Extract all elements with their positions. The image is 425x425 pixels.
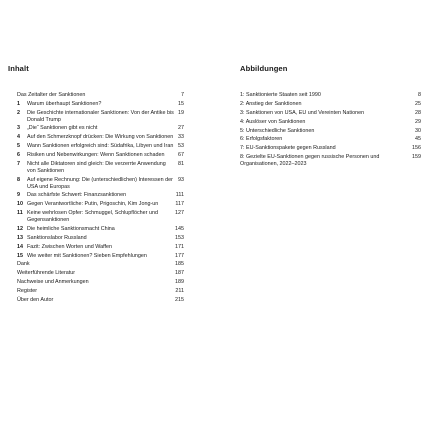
chapter-number: 13 [17, 234, 23, 241]
page-number: 28 [415, 109, 421, 116]
chapter-title: Die Geschichte internationaler Sanktionen: Von der Antike bis Donald Trump [27, 109, 174, 123]
toc-entry [17, 270, 184, 277]
chapter-number: 2 [17, 109, 20, 116]
chapter-title: Weiterführende Literatur [17, 270, 76, 277]
page-number: 8 [418, 92, 421, 98]
toc-entry [17, 297, 184, 304]
toc-entry [17, 288, 184, 295]
toc-entry [17, 101, 184, 108]
chapter-number: 10 [17, 201, 23, 208]
chapter-number: 4 [17, 134, 20, 141]
page-number: 29 [415, 118, 421, 125]
page-number: 156 [412, 145, 421, 152]
chapter-number: 3 [17, 125, 20, 132]
figure-title: 1: Sanktionierte Staaten seit 1990 [240, 92, 321, 98]
chapter-number: 14 [17, 243, 23, 250]
figures-heading: Abbildungen [240, 64, 288, 73]
chapter-title: Keine wehrlosen Opfer: Schmuggel, Schlupflöcher und Gegensanktionen [27, 210, 158, 223]
toc-entry [17, 261, 184, 268]
list-of-figures [240, 92, 421, 170]
figure-entry [240, 101, 421, 108]
table-of-contents [17, 92, 184, 306]
figure-title: 8: Gezielte EU-Sanktionen gegen russische Personen und Organisationen, 2022–2023 [240, 154, 380, 168]
page-number: 93 [178, 176, 184, 183]
page-number: 19 [178, 109, 184, 116]
chapter-title: Gegen Verantwortliche: Putin, Prigoschin, Kim Jong-un [27, 201, 159, 208]
page-number: 159 [412, 154, 421, 161]
toc-entry [17, 92, 184, 99]
page-number: 177 [175, 252, 184, 259]
chapter-title: Nicht alle Diktatoren sind gleich: Die verzerrte Anwendung von Sanktionen [27, 161, 166, 174]
toc-entry [17, 244, 184, 251]
figure-title: 6: Erfolgsfaktoren [240, 136, 283, 143]
figure-title: 4: Auslöser von Sanktionen [240, 118, 306, 125]
chapter-title: Fazit: Zwischen Worten und Waffen [27, 243, 112, 250]
toc-entry [17, 152, 184, 159]
toc-heading: Inhalt [8, 64, 29, 73]
page-number: 127 [175, 210, 184, 217]
page-number: 171 [175, 243, 184, 250]
figure-title: 7: EU-Sanktionspakete gegen Russland [240, 145, 336, 152]
page-number: 25 [415, 100, 421, 107]
toc-entry [17, 210, 184, 224]
chapter-title: Über den Autor [17, 297, 54, 303]
figure-entry [240, 119, 421, 126]
toc-entry [17, 235, 184, 242]
chapter-title: Sanktionslabor Russland [27, 234, 87, 241]
chapter-number: 6 [17, 152, 20, 159]
toc-entry [17, 279, 184, 286]
figure-entry [240, 110, 421, 117]
chapter-title: Wann Sanktionen erfolgreich sind: Südafrika, Libyen und Iran [27, 143, 174, 150]
page-number: 153 [175, 234, 184, 241]
chapter-title: Die heimliche Sanktionsmacht China [27, 225, 115, 232]
toc-entry [17, 201, 184, 208]
chapter-number: 8 [17, 176, 20, 183]
figure-title: 3: Sanktionen von USA, EU und Vereinten Nationen [240, 109, 365, 116]
chapter-number: 5 [17, 143, 20, 150]
chapter-title: Wie weiter mit Sanktionen? Sieben Empfehlungen [27, 252, 147, 259]
chapter-number: 7 [17, 161, 20, 168]
toc-entry [17, 161, 184, 175]
chapter-title: „Die“ Sanktionen gibt es nicht [27, 125, 98, 132]
figure-title: 5: Unterschiedliche Sanktionen [240, 127, 315, 134]
figure-entry [240, 92, 421, 99]
page-number: 67 [178, 152, 184, 159]
chapter-title: Auf eigene Rechnung: Die (unterschiedlichen) Interessen der USA und Europas [27, 176, 173, 190]
page-number: 15 [178, 100, 184, 107]
page-number: 187 [175, 270, 184, 277]
toc-entry [17, 125, 184, 132]
chapter-title: Das Zeitalter der Sanktionen [17, 92, 86, 98]
toc-entry [17, 134, 184, 141]
chapter-title: Dank [17, 261, 30, 268]
page-number: 145 [175, 225, 184, 232]
page-number: 111 [175, 192, 184, 199]
chapter-number: 15 [17, 252, 23, 259]
chapter-title: Warum überhaupt Sanktionen? [27, 100, 102, 107]
toc-entry [17, 226, 184, 233]
chapter-title: Nachweise und Anmerkungen [17, 279, 89, 286]
page-number: 81 [178, 161, 184, 168]
page-number: 30 [415, 127, 421, 134]
toc-entry [17, 192, 184, 199]
chapter-number: 1 [17, 100, 20, 107]
chapter-number: 9 [17, 192, 20, 199]
figure-entry [240, 145, 421, 152]
page-number: 7 [181, 92, 184, 98]
figure-entry [240, 136, 421, 143]
chapter-title: Register [17, 288, 38, 295]
toc-entry [17, 253, 184, 260]
chapter-title: Auf den Schmerzknopf drücken: Die Wirkung von Sanktionen [27, 134, 174, 141]
toc-entry [17, 177, 184, 191]
page-number: 189 [175, 279, 184, 286]
page-number: 215 [175, 297, 184, 303]
figure-entry [240, 154, 421, 168]
page-number: 117 [175, 201, 184, 208]
page-number: 185 [175, 261, 184, 268]
page-number: 27 [178, 125, 184, 132]
page-number: 33 [178, 134, 184, 141]
chapter-title: Das schärfste Schwert: Finanzsanktionen [27, 192, 127, 199]
figure-title: 2: Anstieg der Sanktionen [240, 100, 302, 107]
figure-entry [240, 128, 421, 135]
page-number: 53 [178, 143, 184, 150]
toc-entry [17, 143, 184, 150]
toc-entry [17, 110, 184, 124]
page-number: 45 [415, 136, 421, 143]
chapter-title: Risiken und Nebenwirkungen: Wenn Sanktionen schaden [27, 152, 165, 159]
chapter-number: 12 [17, 225, 23, 232]
chapter-number: 11 [17, 210, 23, 217]
page-number: 211 [175, 288, 184, 295]
